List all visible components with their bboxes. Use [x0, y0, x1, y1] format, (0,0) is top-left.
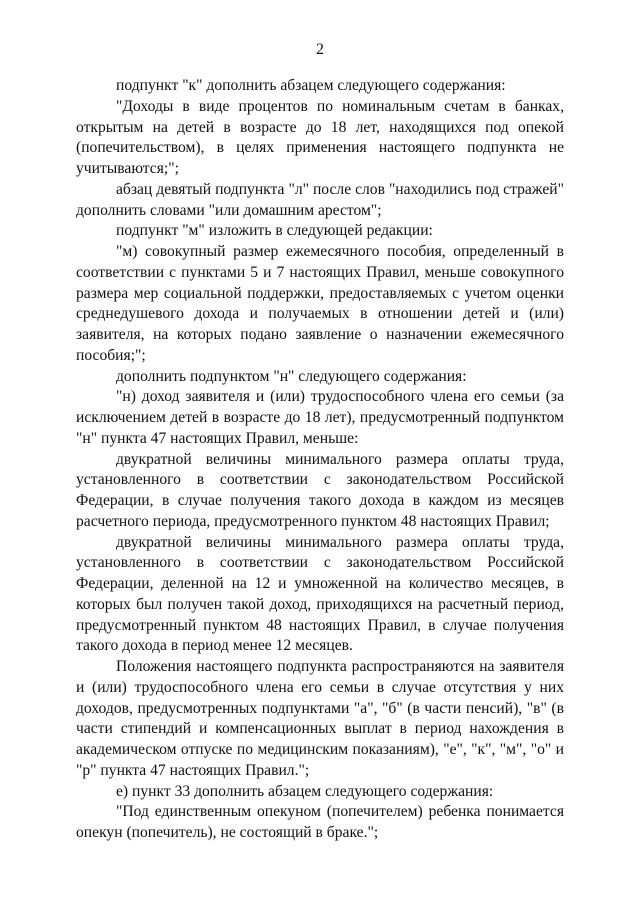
paragraph: "н) доход заявителя и (или) трудоспособного члена его семьи (за исключением детей в возрасте до 18 лет), предусмотренный подпунктом "н" пункта 47 настоящих Правил, меньше: [76, 388, 564, 447]
paragraph: е) пункт 33 дополнить абзацем следующего содержания: [116, 782, 494, 800]
page-number: 2 [316, 41, 324, 58]
paragraph: подпункт "м" изложить в следующей редакции: [116, 222, 433, 240]
document-body [76, 76, 564, 844]
paragraph: "м) совокупный размер ежемесячного пособия, определенный в соответствии с пунктами 5 и 7 настоящих Правил, меньше совокупного размера мер социальной поддержки, предоставляемых с учетом оценки среднедушевого дохода и получаемых в отношении детей и (или) заявителя, на которых подано заявление о назначении ежемесячного пособия;"; [76, 243, 564, 364]
paragraph: абзац девятый подпункта "л" после слов "находились под стражей" дополнить словами "или домашним арестом"; [76, 180, 564, 219]
paragraph: подпункт "к" дополнить абзацем следующего содержания: [116, 77, 506, 94]
paragraph: двукратной величины минимального размера оплаты труда, установленного в соответствии с законодательством Российской Федерации, в случае получения такого дохода в каждом из месяцев расчетного периода, предусмотренного пунктом 48 настоящих Правил; [76, 450, 564, 530]
paragraph: двукратной величины минимального размера оплаты труда, установленного в соответствии с законодательством Российской Федерации, деленной на 12 и умноженной на количество месяцев, в которых был получен такой доход, приходящихся на расчетный период, предусмотренный пунктом 48 настоящих Правил, в случае получения такого дохода в период менее 12 месяцев. [76, 533, 564, 655]
paragraph: "Под единственным опекуном (попечителем) ребенка понимается опекун (попечитель), не состоящий в браке."; [76, 803, 564, 841]
paragraph: дополнить подпунктом "н" следующего содержания: [116, 367, 467, 385]
paragraph: Положения настоящего подпункта распространяются на заявителя и (или) трудоспособного члена его семьи в случае отсутствия у них доходов, предусмотренных подпунктами "а", "б" (в части пенсий), "в" (в части стипендий и компенсационных выплат в период нахождения в академическом отпуске по медицинским показаниям), "е", "к", "м", "о" и "р" пункта 47 настоящих Правил."; [76, 658, 564, 779]
paragraph: "Доходы в виде процентов по номинальным счетам в банках, открытым на детей в возрасте до 18 лет, находящихся под опекой (попечительством), в целях применения настоящего подпункта не учитываются;"; [76, 97, 564, 177]
